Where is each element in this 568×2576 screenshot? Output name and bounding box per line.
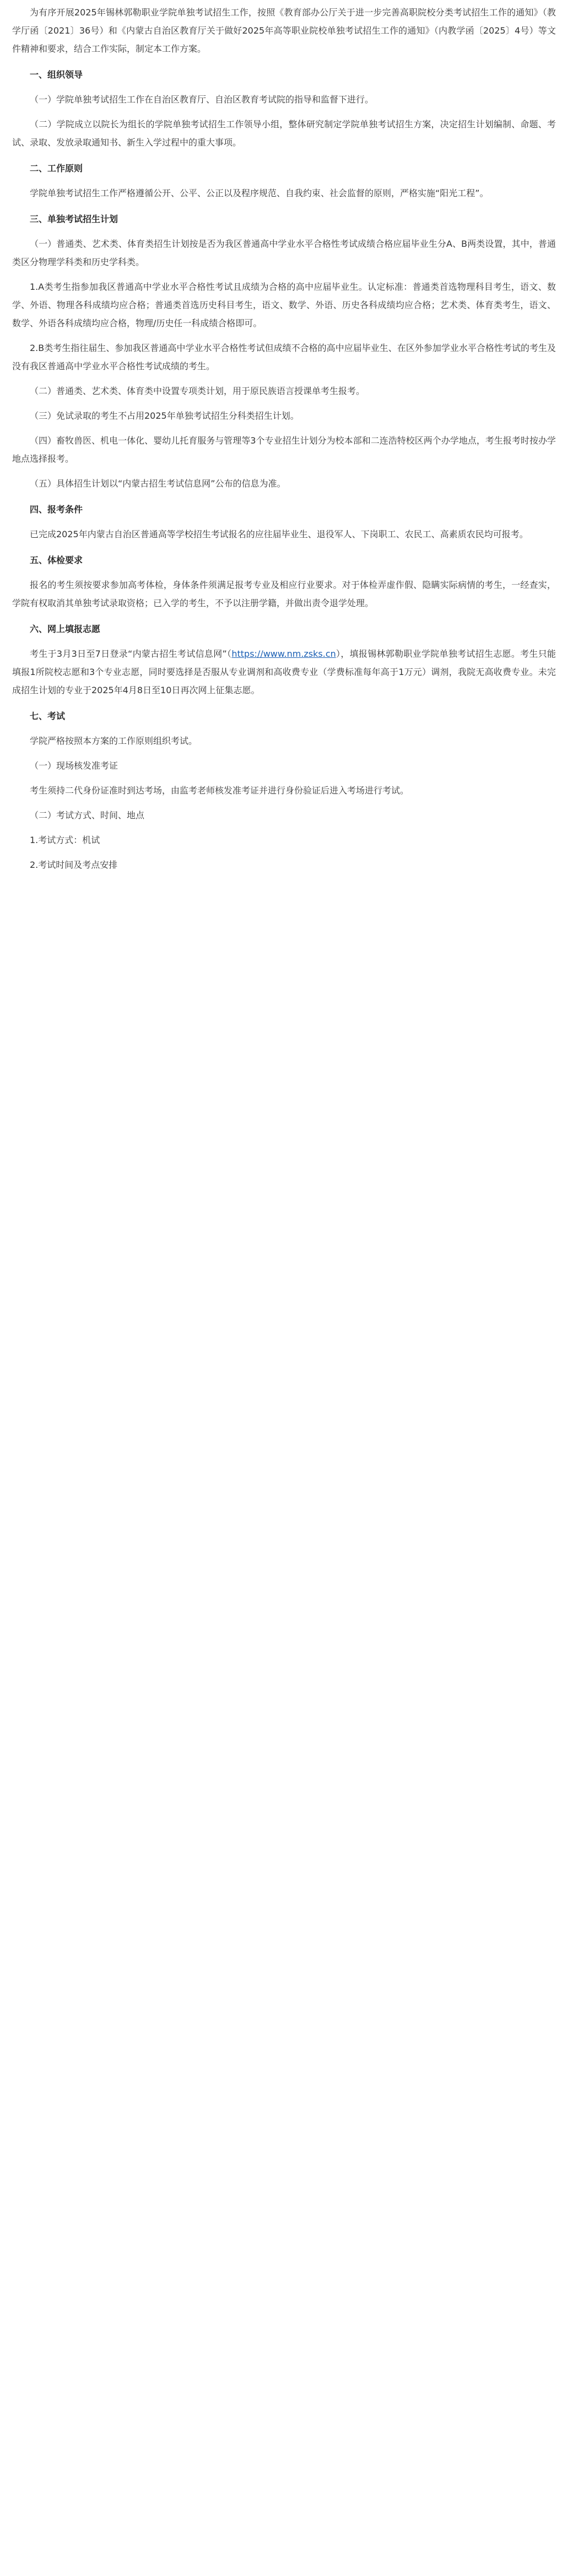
paragraph: （一）普通类、艺术类、体育类招生计划按是否为我区普通高中学业水平合格性考试成绩合格应届毕业生分A、B两类设置，其中，普通类区分物理学科类和历史学科类。	[12, 239, 556, 267]
paragraph: （一）学院单独考试招生工作在自治区教育厅、自治区教育考试院的指导和监督下进行。	[30, 94, 374, 105]
section-title-medical: 五、体检要求	[30, 555, 83, 565]
paragraph: （五）具体招生计划以“内蒙古招生考试信息网”公布的信息为准。	[30, 478, 286, 489]
paragraph: （二）普通类、艺术类、体育类中设置专项类计划，用于原民族语言授课单考生报考。	[30, 386, 365, 396]
section-title-application: 六、网上填报志愿	[30, 624, 101, 634]
section-title-eligibility: 四、报考条件	[30, 504, 83, 515]
section-title-plan: 三、单独考试招生计划	[30, 214, 118, 224]
text: ），填报锡林郭勒职业学院单独考试招生志愿。考生只能填报1所院校志愿和3个专业志愿，同时要选择是否服从专业调剂和高收费专业（学费标准每年高于1万元）调剂，我院无高收费专业。未完成招生计划的专业于2025年4月8日至10日再次网上征集志愿。	[12, 649, 556, 695]
spacer	[12, 881, 556, 890]
paragraph: 学院单独考试招生工作严格遵循公开、公平、公正以及程序规范、自我约束、社会监督的原则，严格实施“阳光工程”。	[30, 188, 489, 198]
paragraph: 考生须持二代身份证准时到达考场，由监考老师核发准考证并进行身份验证后进入考场进行考试。	[30, 785, 409, 796]
paragraph: 1.A类考生指参加我区普通高中学业水平合格性考试且成绩为合格的高中应届毕业生。认定标准：普通类首选物理科目考生，语文、数学、外语、物理各科成绩均应合格；普通类首选历史科目考生，语文、数学、外语、历史各科成绩均应合格；艺术类、体育类考生，语文、数学、外语各科成绩均应合格，物理/历史任一科成绩合格即可。	[12, 282, 556, 328]
subsection-item: 1.考试方式：机试	[30, 835, 100, 845]
paragraph: 报名的考生须按要求参加高考体检，身体条件须满足报考专业及相应行业要求。对于体检弄虚作假、隐瞒实际病情的考生，一经查实，学院有权取消其单独考试录取资格；已入学的考生，不予以注册学籍，并做出责令退学处理。	[12, 580, 556, 608]
paragraph: 学院严格按照本方案的工作原则组织考试。	[30, 736, 198, 746]
paragraph: 2.B类考生指往届生、参加我区普通高中学业水平合格性考试但成绩不合格的高中应届毕业生、在区外参加学业水平合格性考试的考生及没有我区普通高中学业水平合格性考试成绩的考生。	[12, 343, 556, 371]
intro-paragraph: 为有序开展2025年锡林郭勒职业学院单独考试招生工作，按照《教育部办公厅关于进一步完善高职院校分类考试招生工作的通知》（教学厅函〔2021〕36号）和《内蒙古自治区教育厅关于做好2025年高等职业院校单独考试招生工作的通知》（内教学函〔2025〕4号）等文件精神和要求，结合工作实际，制定本工作方案。	[12, 7, 556, 54]
paragraph: 已完成2025年内蒙古自治区普通高等学校招生考试报名的应往届毕业生、退役军人、下岗职工、农民工、高素质农民均可报考。	[30, 529, 528, 539]
paragraph: （二）学院成立以院长为组长的学院单独考试招生工作领导小组，整体研究制定学院单独考试招生方案，决定招生计划编制、命题、考试、录取、发放录取通知书、新生入学过程中的重大事项。	[12, 119, 556, 148]
paragraph: （三）免试录取的考生不占用2025年单独考试招生分科类招生计划。	[30, 411, 299, 421]
exam-website-link[interactable]: https://www.nm.zsks.cn	[231, 649, 336, 659]
section-title-principles: 二、工作原则	[30, 163, 83, 174]
section-title-exam: 七、考试	[30, 711, 66, 721]
subsection-item: 2.考试时间及考点安排	[30, 860, 118, 870]
document-body	[12, 3, 556, 890]
subsection-title: （一）现场核发准考证	[30, 760, 118, 771]
subsection-title: （二）考试方式、时间、地点	[30, 810, 145, 820]
paragraph	[12, 645, 556, 699]
paragraph: （四）畜牧兽医、机电一体化、婴幼儿托育服务与管理等3个专业招生计划分为校本部和二连浩特校区两个办学地点，考生报考时按办学地点选择报考。	[12, 435, 556, 464]
section-title-organization: 一、组织领导	[30, 69, 83, 80]
text: 考生于3月3日至7日登录“内蒙古招生考试信息网”（	[30, 649, 232, 659]
